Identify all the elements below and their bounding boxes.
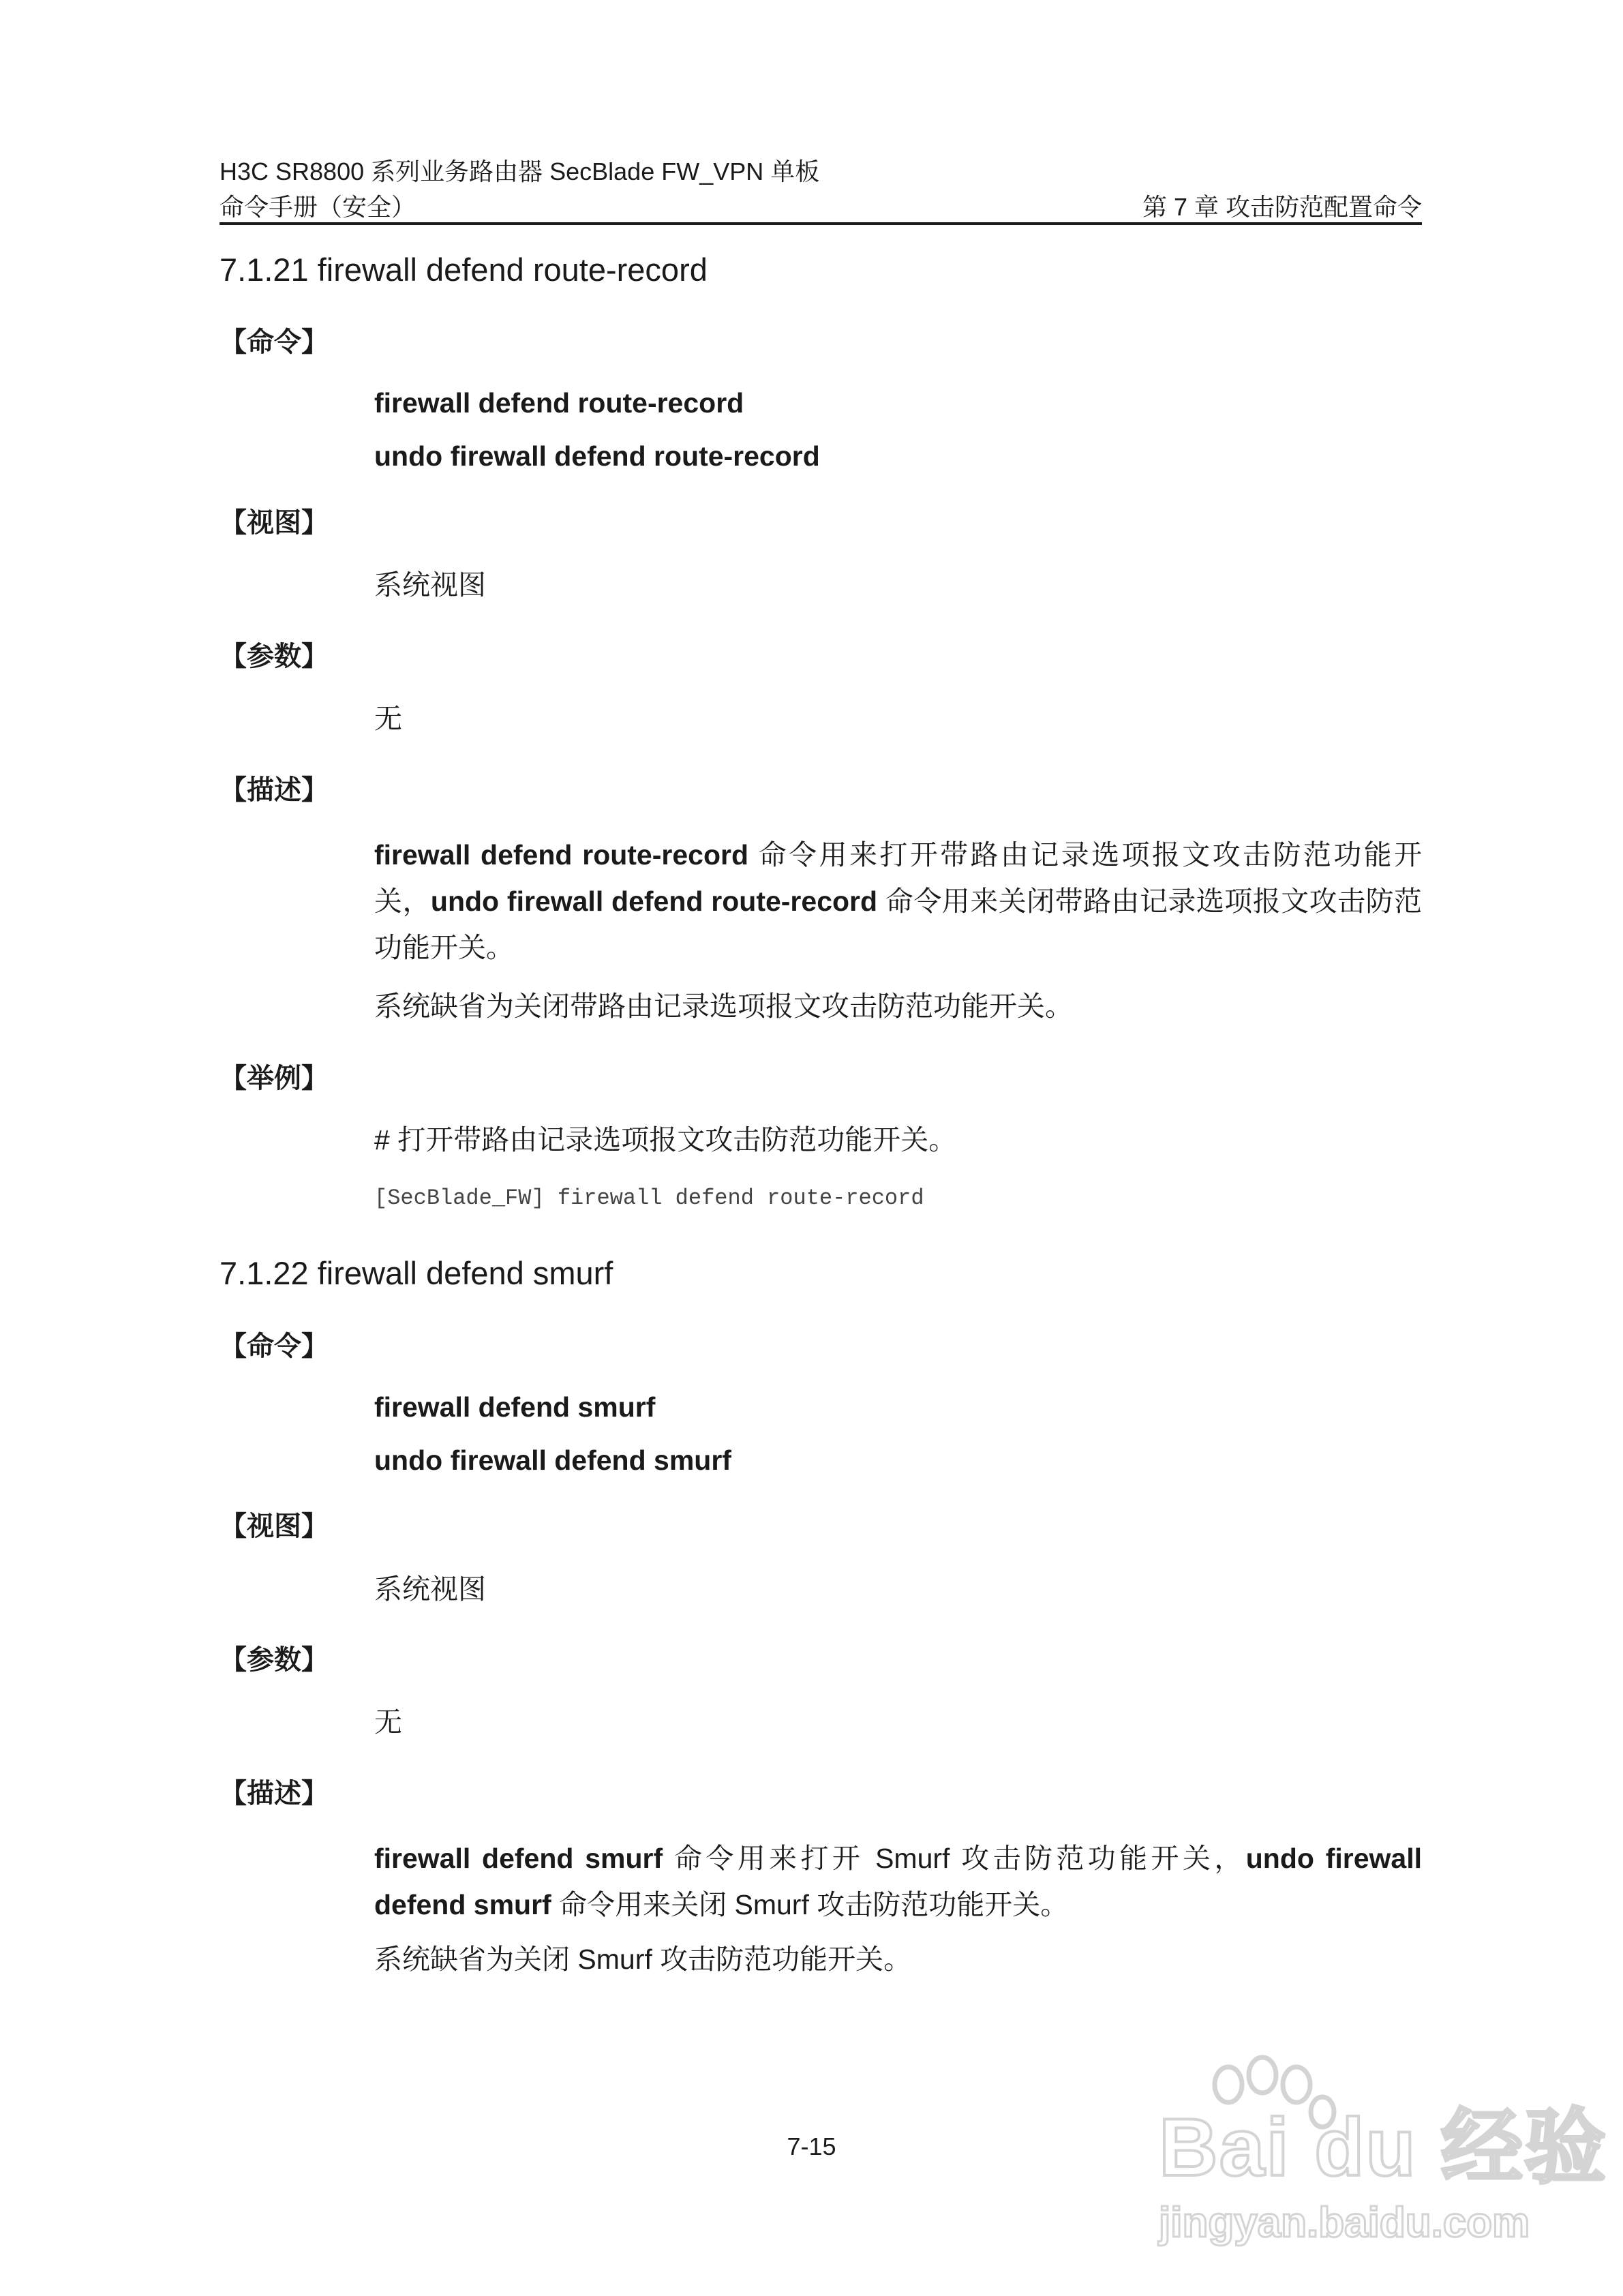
watermark-url: jingyan.baidu.com xyxy=(1159,2199,1530,2246)
description-label: 【描述】 xyxy=(219,1779,329,1809)
view-text: 系统视图 xyxy=(374,569,486,601)
view-label: 【视图】 xyxy=(219,1511,329,1541)
header-subtitle: 命令手册（安全） xyxy=(219,193,416,221)
page-header xyxy=(219,154,1422,225)
description-text: 命令用来打开带路由记录选项报文攻击防范功能开关， xyxy=(374,839,1422,917)
inline-command: undo firewall defend smurf xyxy=(374,1843,1422,1920)
command-line: undo firewall defend route-record xyxy=(374,440,820,472)
params-label: 【参数】 xyxy=(219,1645,329,1675)
params-text: 无 xyxy=(374,703,402,734)
section-title-route-record: 7.1.21 firewall defend route-record xyxy=(219,252,708,288)
command-line: undo firewall defend smurf xyxy=(374,1445,731,1476)
header-divider xyxy=(219,222,1422,225)
example-code: [SecBlade_FW] firewall defend route-record xyxy=(374,1185,924,1211)
command-label: 【命令】 xyxy=(219,1331,329,1361)
page-number: 7-15 xyxy=(787,2132,836,2160)
example-comment: # 打开带路由记录选项报文攻击防范功能开关。 xyxy=(374,1124,957,1155)
default-text: 系统缺省为关闭 Smurf 攻击防范功能开关。 xyxy=(374,1944,912,1975)
inline-command: firewall defend route-record xyxy=(374,839,748,871)
view-text: 系统视图 xyxy=(374,1573,486,1605)
description-text: 命令用来关闭带路由记录选项报文攻击防范功能开关。 xyxy=(374,886,1423,963)
section-title-smurf: 7.1.22 firewall defend smurf xyxy=(219,1255,613,1291)
description-text: 命令用来打开 Smurf 攻击防范功能开关， xyxy=(663,1843,1246,1874)
command-label: 【命令】 xyxy=(219,327,329,357)
example-label: 【举例】 xyxy=(219,1063,329,1093)
inline-command: undo firewall defend route-record xyxy=(430,886,878,917)
view-label: 【视图】 xyxy=(219,508,329,538)
command-line: firewall defend smurf xyxy=(374,1391,656,1423)
params-label: 【参数】 xyxy=(219,641,329,671)
header-title: H3C SR8800 系列业务路由器 SecBlade FW_VPN 单板 xyxy=(219,157,820,185)
description-paragraph xyxy=(374,1835,1422,1928)
params-text: 无 xyxy=(374,1706,402,1738)
default-text: 系统缺省为关闭带路由记录选项报文攻击防范功能开关。 xyxy=(374,991,1073,1022)
watermark-brand: Bai du 经验 xyxy=(1159,2102,1608,2193)
header-chapter: 第 7 章 攻击防范配置命令 xyxy=(1142,193,1422,221)
description-paragraph xyxy=(374,832,1422,971)
inline-command: firewall defend smurf xyxy=(374,1843,663,1874)
description-text: 命令用来关闭 Smurf 攻击防范功能开关。 xyxy=(551,1889,1069,1920)
description-label: 【描述】 xyxy=(219,775,329,805)
command-line: firewall defend route-record xyxy=(374,387,744,419)
